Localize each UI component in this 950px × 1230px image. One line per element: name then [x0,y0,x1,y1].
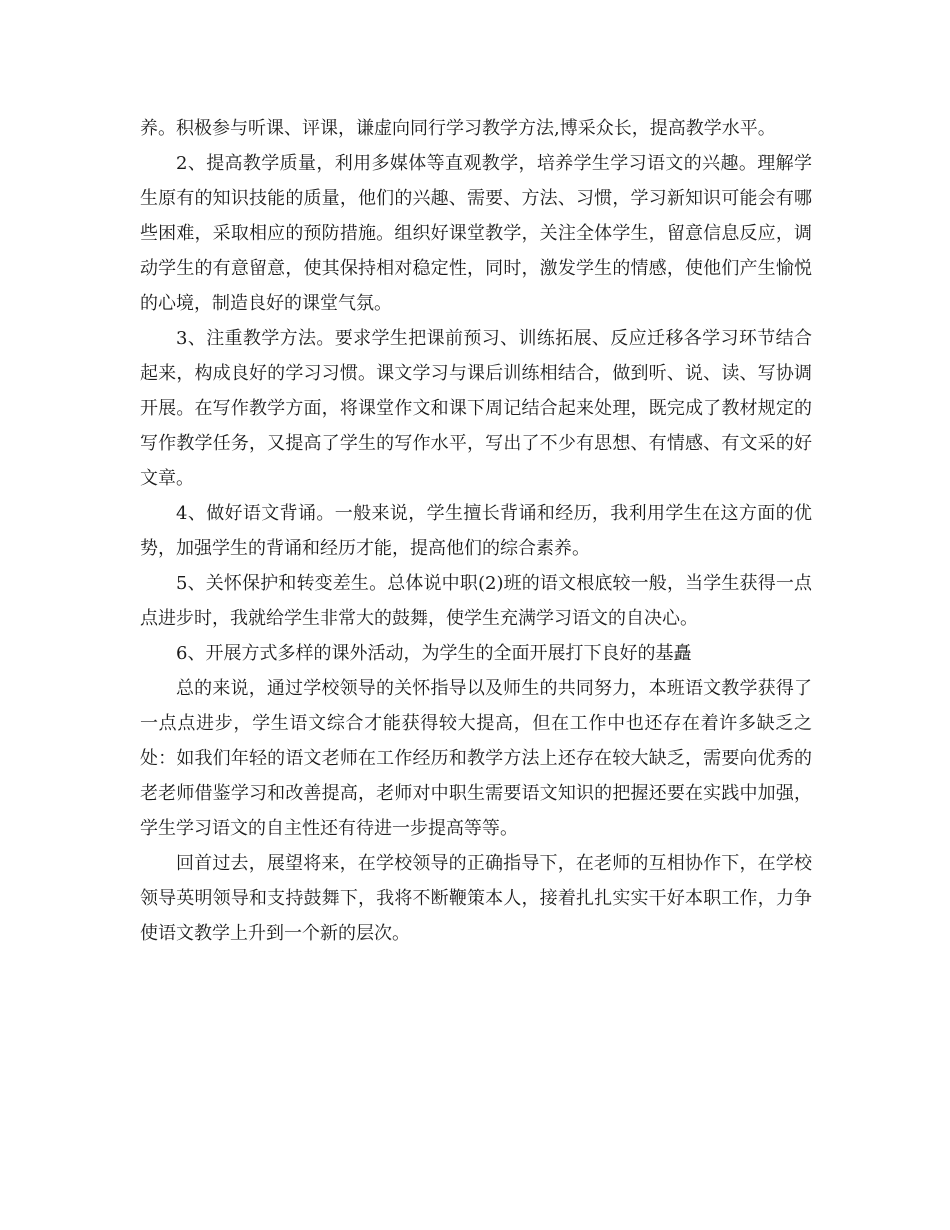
paragraph-continuation: 养。积极参与听课、评课，谦虚向同行学习教学方法,博采众长，提高教学水平。 [140,118,776,139]
paragraph-item-6: 6、开展方式多样的课外活动，为学生的全面开展打下良好的基矗 [176,643,692,664]
paragraph-outlook: 回首过去，展望将来，在学校领导的正确指导下，在老师的互相协作下，在学校领导英明领导和支持鼓舞下，我将不断鞭策本人，接着扎扎实实干好本职工作，力争使语文教学上升到一个新的层次。 [140,853,812,944]
paragraph-summary: 总的来说，通过学校领导的关怀指导以及师生的共同努力，本班语文教学获得了一点点进步，学生语文综合才能获得较大提高，但在工作中也还存在着许多缺乏之处：如我们年轻的语文老师在工作经历和教学方法上还存在较大缺乏，需要向优秀的老老师借鉴学习和改善提高，老师对中职生需要语文知识的把握还要在实践中加强，学生学习语文的自主性还有待进一步提高等等。 [140,678,812,839]
document-body [140,111,812,951]
paragraph-item-5: 5、关怀保护和转变差生。总体说中职(2)班的语文根底较一般，当学生获得一点点进步时，我就给学生非常大的鼓舞，使学生充满学习语文的自决心。 [140,573,812,629]
paragraph-item-4: 4、做好语文背诵。一般来说，学生擅长背诵和经历，我利用学生在这方面的优势，加强学生的背诵和经历才能，提高他们的综合素养。 [140,503,812,559]
paragraph-item-2: 2、提高教学质量，利用多媒体等直观教学，培养学生学习语文的兴趣。理解学生原有的知识技能的质量，他们的兴趣、需要、方法、习惯，学习新知识可能会有哪些困难，采取相应的预防措施。组织好课堂教学，关注全体学生，留意信息反应，调动学生的有意留意，使其保持相对稳定性，同时，激发学生的情感，使他们产生愉悦的心境，制造良好的课堂气氛。 [140,153,812,314]
paragraph-item-3: 3、注重教学方法。要求学生把课前预习、训练拓展、反应迁移各学习环节结合起来，构成良好的学习习惯。课文学习与课后训练相结合，做到听、说、读、写协调开展。在写作教学方面，将课堂作文和课下周记结合起来处理，既完成了教材规定的写作教学任务，又提高了学生的写作水平，写出了不少有思想、有情感、有文采的好文章。 [140,328,812,489]
